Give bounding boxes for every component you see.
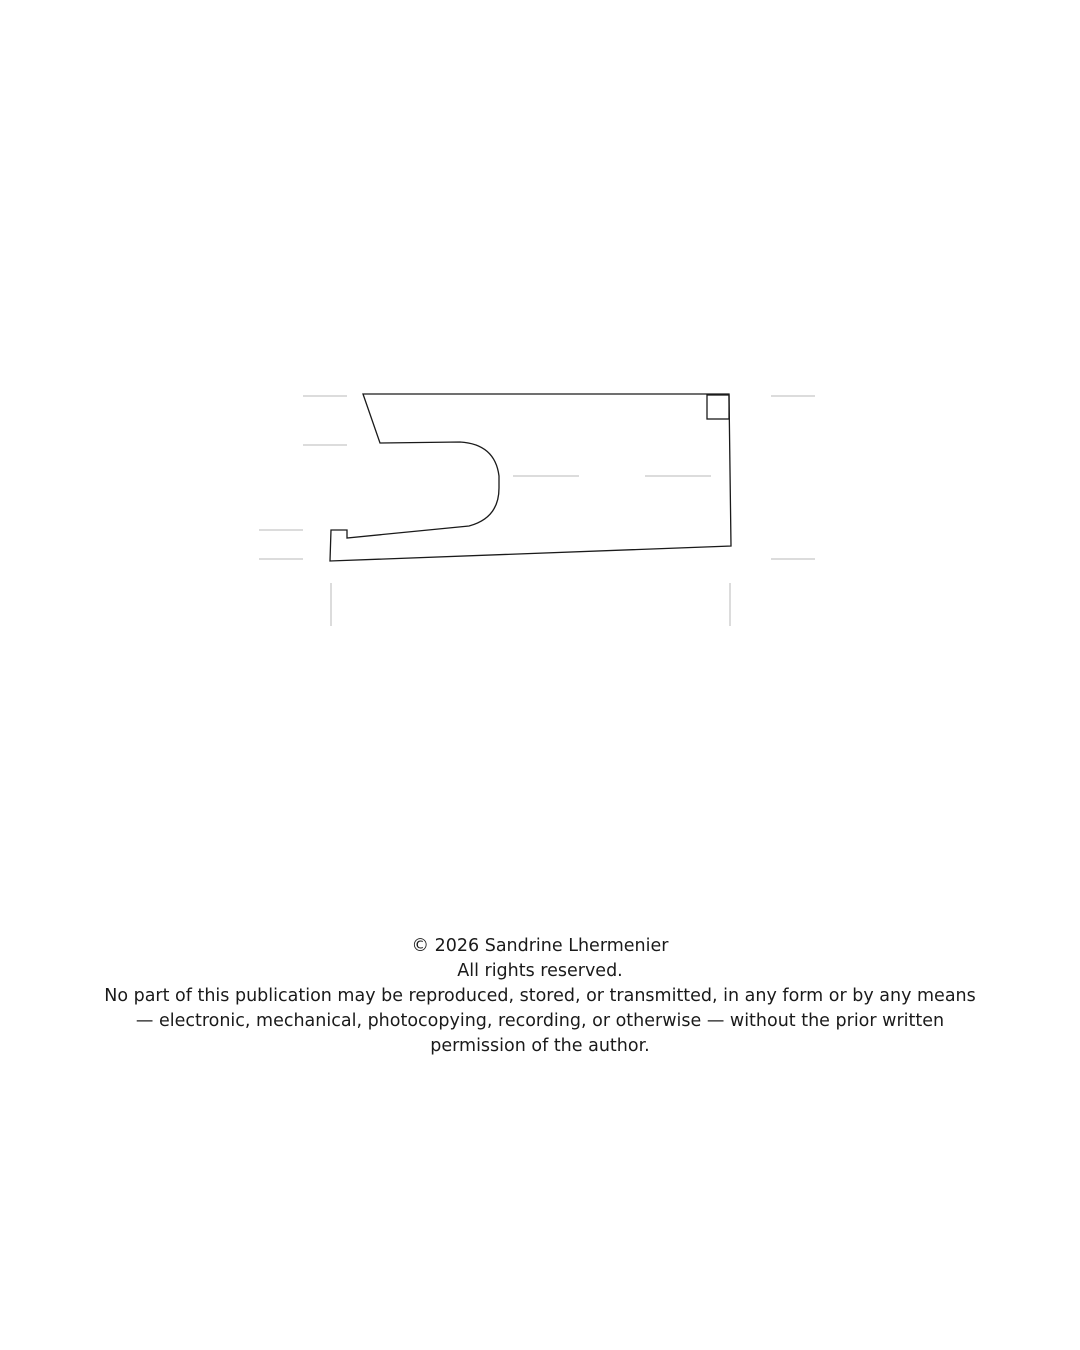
copyright-block: [100, 934, 980, 1059]
permission-notice: No part of this publication may be reproduced, stored, or transmitted, in any form or by any means — electronic, mechanical, photocopying, recording, or otherwise — without the prior written permission of the author.: [104, 986, 976, 1056]
corner-square-marker: [707, 395, 729, 419]
pattern-outline: [330, 394, 731, 561]
copyright-line: © 2026 Sandrine Lhermenier: [411, 936, 669, 956]
rights-reserved-line: All rights reserved.: [457, 961, 623, 981]
